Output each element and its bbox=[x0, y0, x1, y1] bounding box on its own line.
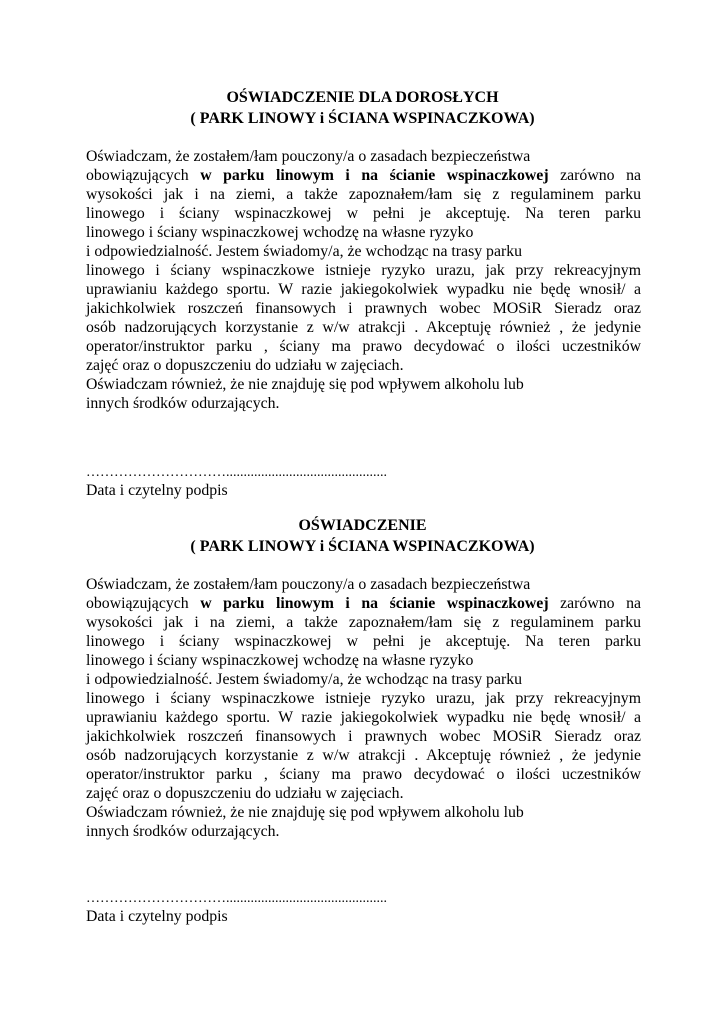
section-2-line-7: linowego i ściany wspinaczkowe istnieje ryzyko urazu, jak przy rekreacyjnym bbox=[86, 690, 641, 707]
section-2-title: OŚWIADCZENIE bbox=[298, 517, 427, 534]
section-2-line-10: osób nadzorujących korzystanie z w/w atrakcji . Akceptuję również , że jedynie bbox=[86, 747, 641, 764]
section-1-line-14: innych środków odurzających. bbox=[86, 395, 280, 412]
section-2-line-6: i odpowiedzialność. Jestem świadomy/a, że wchodząc na trasy parku bbox=[86, 671, 523, 688]
section-2-line-13: Oświadczam również, że nie znajduję się pod wpływem alkoholu lub bbox=[86, 804, 524, 821]
section-2-line-2-part-c: zarówno na bbox=[548, 595, 641, 612]
section-2-line-8: uprawianiu każdego sportu. W razie jakiegokolwiek wypadku nie będę wnosił/ a bbox=[86, 709, 641, 726]
section-1-signature-dots: ………………………….............................................. bbox=[86, 465, 387, 480]
section-1-line-2-part-c: zarówno na bbox=[548, 167, 641, 184]
section-1-line-13: Oświadczam również, że nie znajduję się pod wpływem alkoholu lub bbox=[86, 376, 524, 393]
section-2-line-12: zajęć oraz o dopuszczeniu do udziału w zajęciach. bbox=[86, 785, 404, 802]
section-1-title: OŚWIADCZENIE DLA DOROSŁYCH bbox=[226, 89, 499, 106]
section-1-line-2 bbox=[86, 166, 641, 185]
section-1-line-9: jakichkolwiek roszczeń finansowych i prawnych wobec MOSiR Sieradz oraz bbox=[86, 300, 641, 317]
section-1-line-1: Oświadczam, że zostałem/łam pouczony/a o zasadach bezpieczeństwa bbox=[86, 148, 531, 165]
section-1-line-12: zajęć oraz o dopuszczeniu do udziału w zajęciach. bbox=[86, 357, 404, 374]
section-2-signature-dots: ………………………….............................................. bbox=[86, 891, 387, 906]
section-2-signature-label: Data i czytelny podpis bbox=[86, 908, 228, 925]
section-2-line-2-bold: w parku linowym i na ścianie wspinaczkowej bbox=[200, 595, 549, 612]
section-2-subtitle: ( PARK LINOWY i ŚCIANA WSPINACZKOWA) bbox=[190, 538, 535, 555]
section-1-line-2-part-a: obowiązujących bbox=[86, 167, 201, 184]
section-2-line-5: linowego i ściany wspinaczkowej wchodzę na własne ryzyko bbox=[86, 652, 474, 669]
section-2-line-11: operator/instruktor parku , ściany ma prawo decydować o ilości uczestników bbox=[86, 766, 641, 783]
section-2-line-2 bbox=[86, 594, 641, 613]
section-1-subtitle: ( PARK LINOWY i ŚCIANA WSPINACZKOWA) bbox=[190, 110, 535, 127]
section-2-line-9: jakichkolwiek roszczeń finansowych i prawnych wobec MOSiR Sieradz oraz bbox=[86, 728, 641, 745]
section-1-line-10: osób nadzorujących korzystanie z w/w atrakcji . Akceptuję również , że jedynie bbox=[86, 319, 641, 336]
section-1-line-4: linowego i ściany wspinaczkowej w pełni je akceptuję. Na teren parku bbox=[86, 205, 641, 222]
section-1-line-7: linowego i ściany wspinaczkowe istnieje ryzyko urazu, jak przy rekreacyjnym bbox=[86, 262, 641, 279]
section-2-line-4: linowego i ściany wspinaczkowej w pełni je akceptuję. Na teren parku bbox=[86, 633, 641, 650]
section-1-line-5: linowego i ściany wspinaczkowej wchodzę na własne ryzyko bbox=[86, 224, 474, 241]
section-1-line-2-bold: w parku linowym i na ścianie wspinaczkowej bbox=[200, 167, 549, 184]
section-1-line-11: operator/instruktor parku , ściany ma prawo decydować o ilości uczestników bbox=[86, 338, 641, 355]
section-2-line-14: innych środków odurzających. bbox=[86, 823, 280, 840]
section-1-line-6: i odpowiedzialność. Jestem świadomy/a, że wchodząc na trasy parku bbox=[86, 243, 523, 260]
section-2-line-3: wysokości jak i na ziemi, a także zapoznałem/łam się z regulaminem parku bbox=[86, 614, 641, 631]
section-1-line-3: wysokości jak i na ziemi, a także zapoznałem/łam się z regulaminem parku bbox=[86, 186, 641, 203]
section-1-line-8: uprawianiu każdego sportu. W razie jakiegokolwiek wypadku nie będę wnosił/ a bbox=[86, 281, 641, 298]
section-2-line-1: Oświadczam, że zostałem/łam pouczony/a o zasadach bezpieczeństwa bbox=[86, 576, 531, 593]
section-1-signature-label: Data i czytelny podpis bbox=[86, 482, 228, 499]
section-2-line-2-part-a: obowiązujących bbox=[86, 595, 201, 612]
